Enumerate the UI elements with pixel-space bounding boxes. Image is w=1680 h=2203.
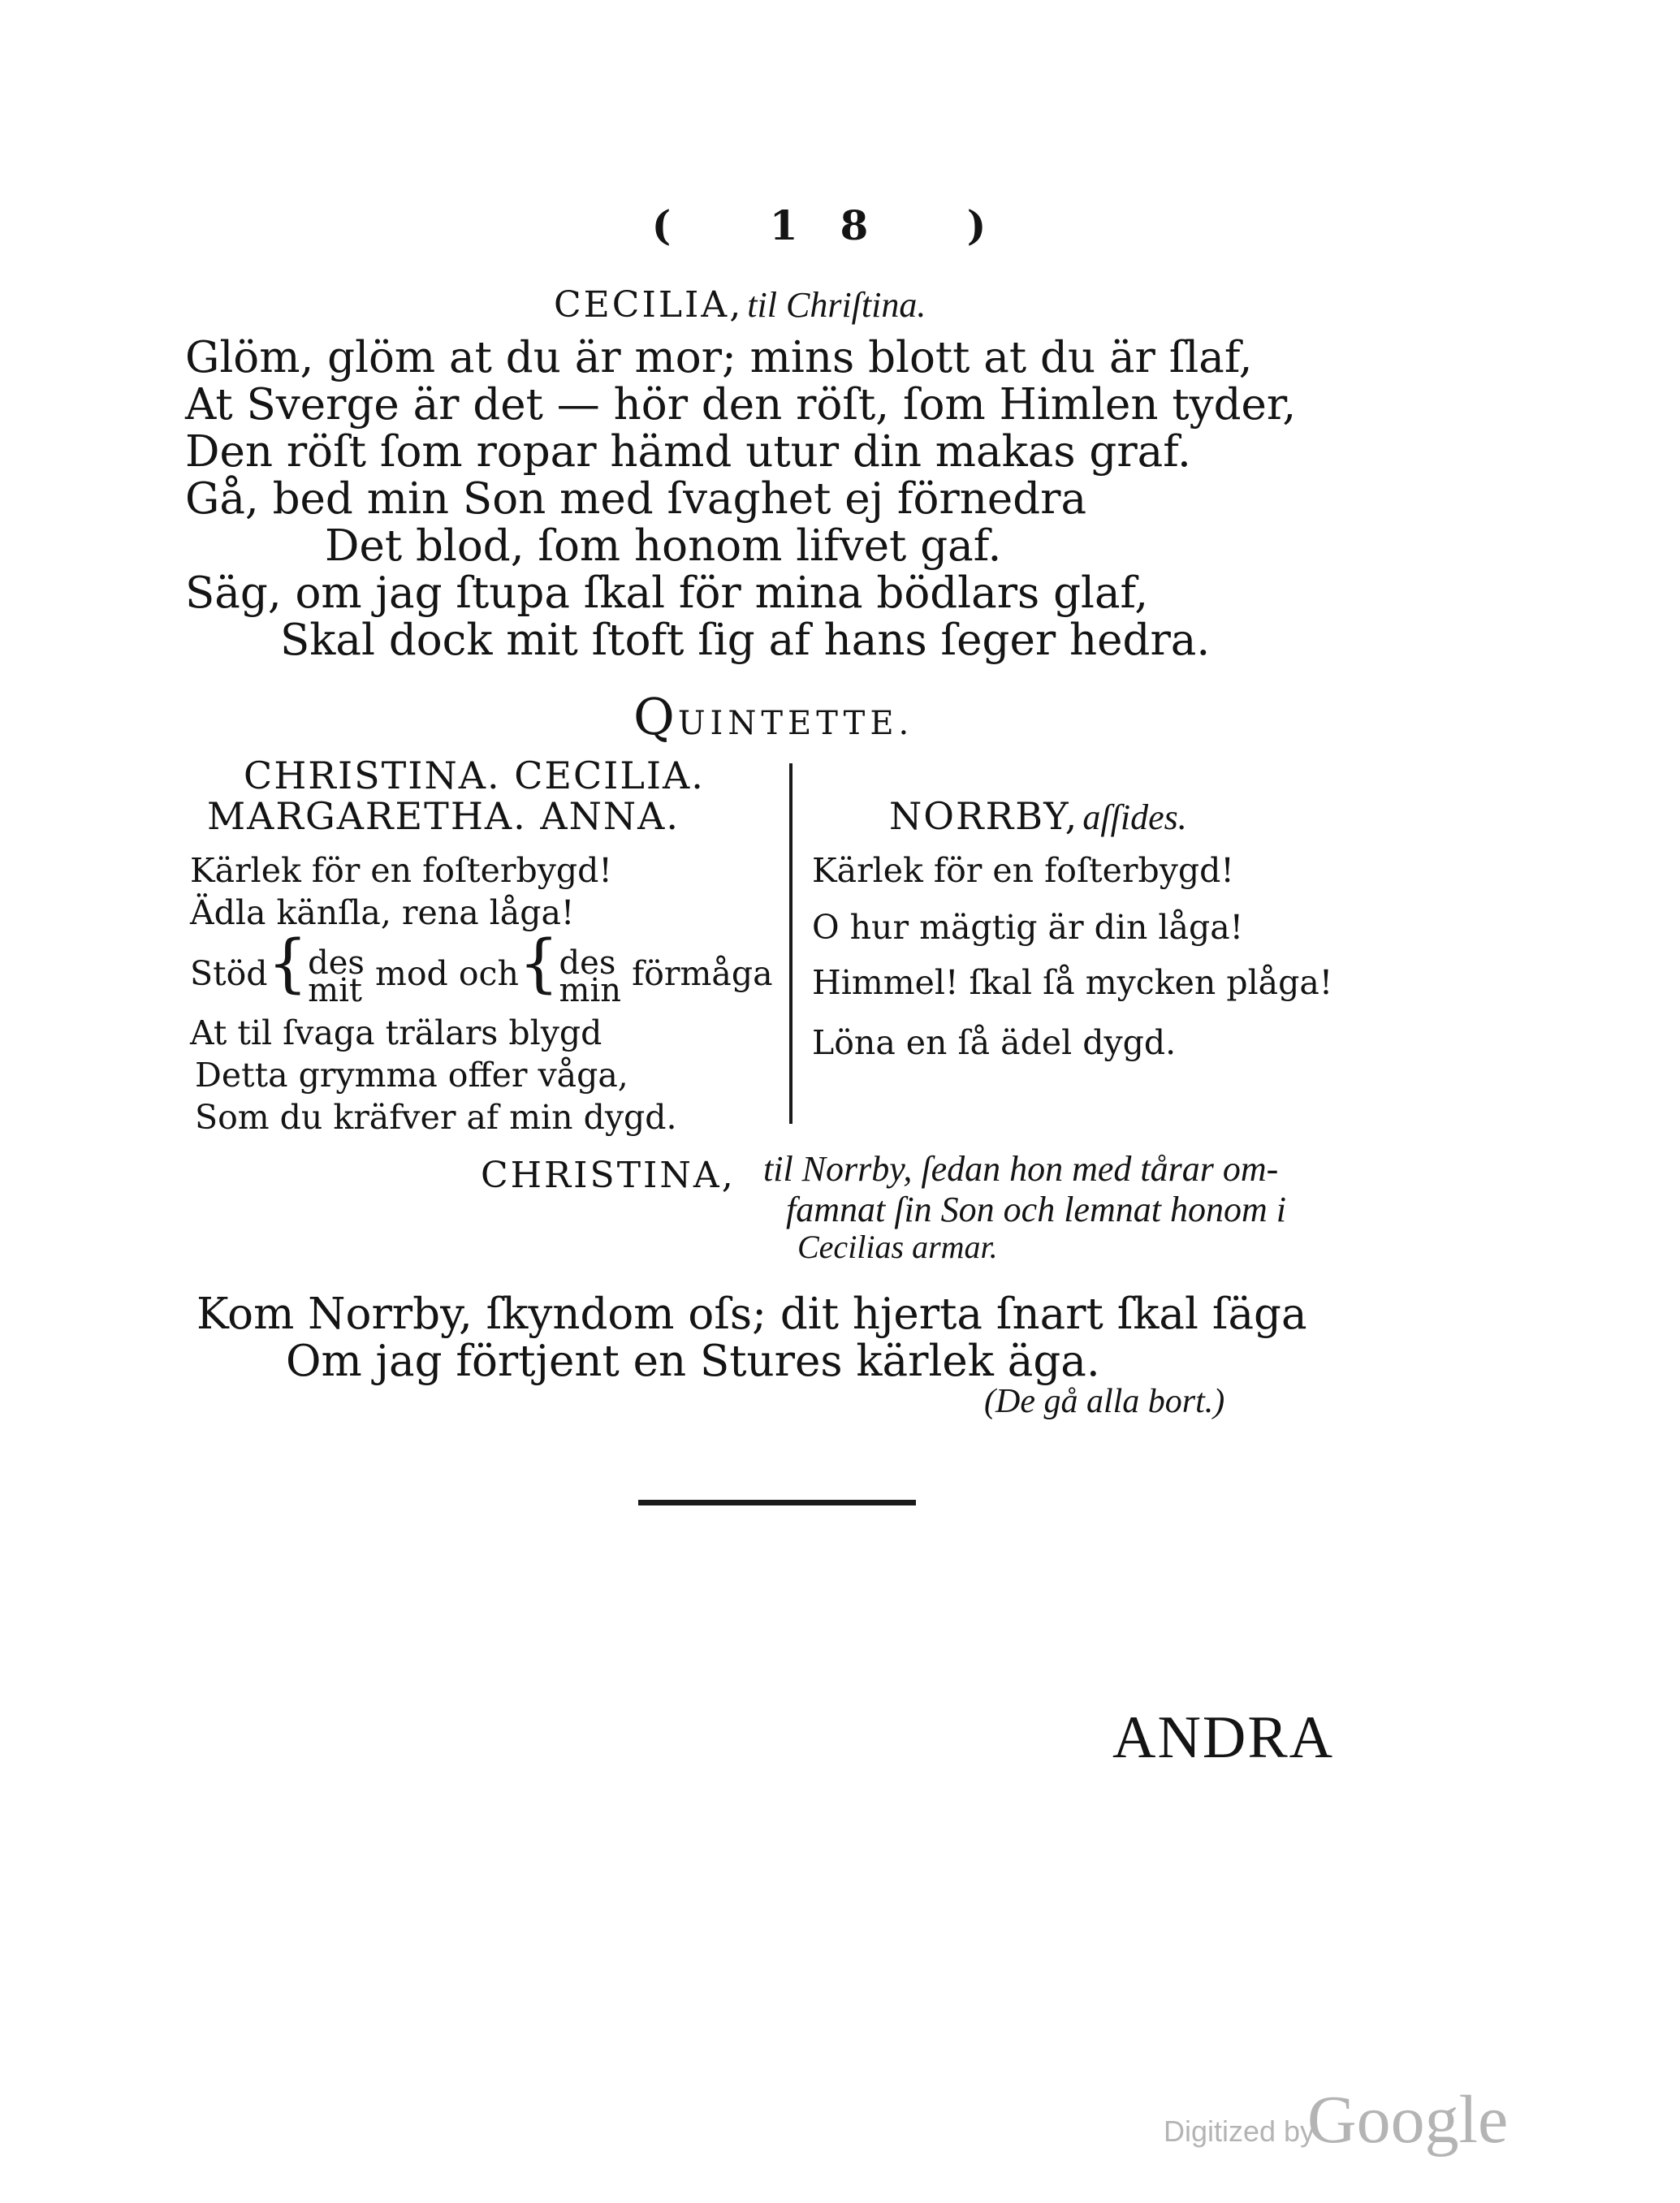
verse-line: Säg, om jag ſtupa ſkal för mina bödlars glaf, [185, 568, 1149, 618]
stage-direction: til Chriſtina. [747, 285, 926, 325]
lyric-line: Himmel! ſkal ſå mycken plåga! [812, 963, 1333, 1002]
lyric-line: Kärlek för en foſterbygd! [190, 851, 612, 890]
lyric-word: Stöd [190, 954, 268, 993]
digitized-by-text: Digitized by [1164, 2114, 1315, 2148]
speaker-name: CECILIA, [554, 284, 744, 326]
alternative-word: des [308, 944, 365, 982]
brace-icon: { [518, 927, 559, 1000]
verse-line: Gå, bed min Son med ſvaghet ej förnedra [185, 474, 1087, 524]
speaker-name: CHRISTINA, [481, 1155, 736, 1196]
stage-direction-line: famnat ſin Son och lemnat honom i [786, 1190, 1286, 1229]
brace-icon: { [267, 927, 309, 1000]
verse-line: Den röſt ſom ropar hämd utur din makas graf. [185, 427, 1191, 477]
alternative-word: des [559, 944, 616, 982]
exit-direction: (De gå alla bort.) [984, 1383, 1225, 1420]
verse-line: Det blod, ſom honom lifvet gaf. [325, 521, 1002, 571]
speaker-heading-cecilia [554, 284, 926, 326]
speaker-name: NORRBY, [889, 794, 1079, 838]
lyric-line: O hur mägtig är din låga! [812, 908, 1244, 947]
stage-direction-line: Cecilias armar. [797, 1229, 998, 1265]
lyric-line: Kärlek för en foſterbygd! [812, 851, 1234, 890]
page-number: ( 18 ) [651, 201, 1029, 249]
column-divider [789, 763, 792, 1124]
lyric-word: förmåga [632, 954, 773, 993]
alternative-stack [308, 944, 365, 1009]
google-logo: Google [1307, 2082, 1509, 2158]
alternative-stack [559, 944, 622, 1009]
quintette-title-rest: UINTETTE. [677, 705, 914, 742]
lyric-word: mod och [375, 954, 519, 993]
lyric-line: Löna en ſå ädel dygd. [812, 1023, 1177, 1062]
lyric-line: Ädla känſla, rena låga! [190, 893, 575, 932]
verse-line: Kom Norrby, ſkyndom oſs; dit hjerta ſnart ſkal ſäga [197, 1289, 1307, 1339]
verse-line: Glöm, glöm at du är mor; mins blott at du är ſlaf, [185, 333, 1253, 382]
verse-line: At Sverge är det — hör den röſt, ſom Himlen tyder, [185, 380, 1297, 430]
lyric-line: Som du kräfver af min dygd. [195, 1098, 677, 1137]
verse-line: Om jag förtjent en Stures kärlek äga. [286, 1337, 1100, 1386]
alternative-word: mit [308, 971, 362, 1009]
catchword: ANDRA [1112, 1704, 1335, 1771]
quintette-initial: Q [633, 687, 678, 746]
lyric-line: Detta grymma offer våga, [195, 1056, 628, 1095]
quintette-heading [633, 687, 913, 746]
singers-names-line: MARGARETHA. ANNA. [207, 794, 680, 838]
speaker-heading-norrby [889, 794, 1187, 838]
stage-direction-line: til Norrby, ſedan hon med tårar om- [763, 1149, 1279, 1189]
verse-line: Skal dock mit ſtoft ſig af hans ſeger hedra. [280, 616, 1211, 665]
singers-names-line: CHRISTINA. CECILIA. [244, 754, 705, 797]
lyric-line-alternatives [190, 927, 773, 1009]
alternative-word: min [559, 971, 622, 1009]
lyric-line: At til ſvaga trälars blygd [190, 1013, 602, 1052]
section-rule [638, 1500, 916, 1505]
stage-direction: aſſides. [1082, 797, 1187, 837]
